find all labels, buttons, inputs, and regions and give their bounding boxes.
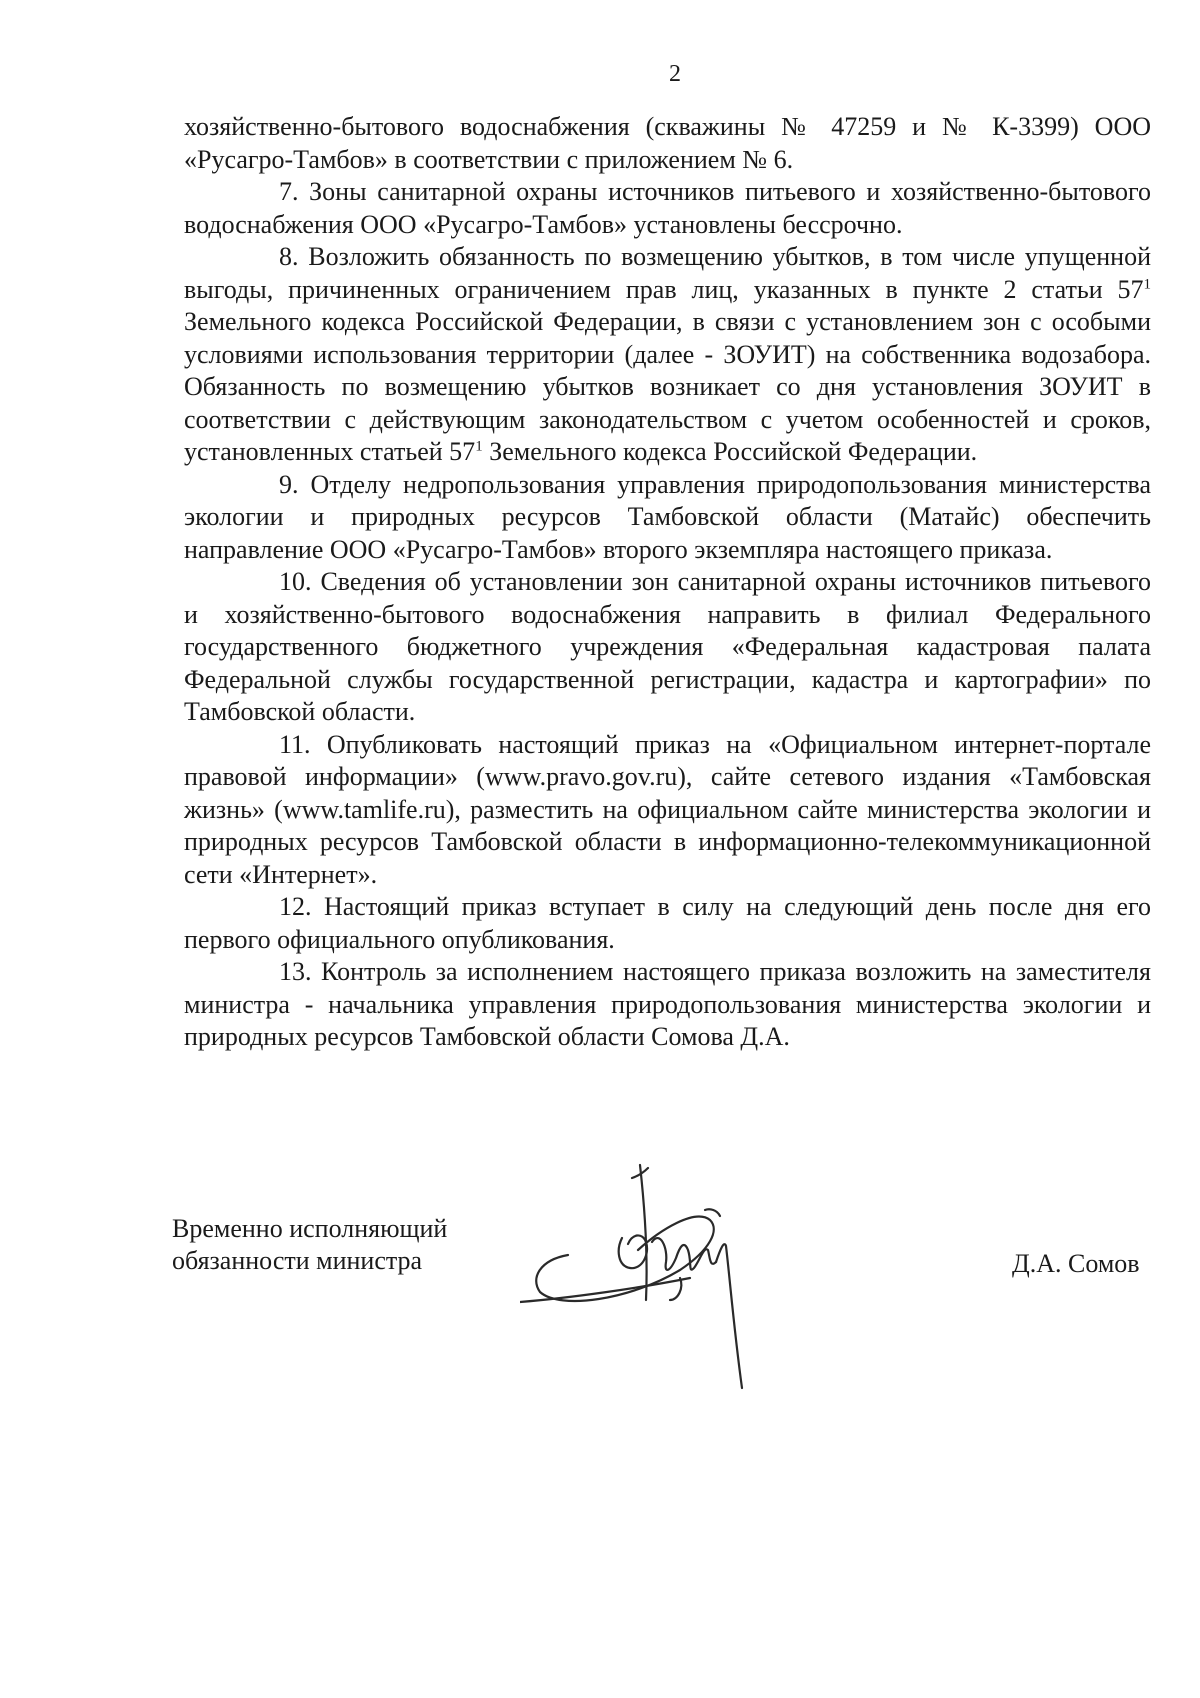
paragraph-text: 13. Контроль за исполнением настоящего приказа возложить на заместителя министра - начальника управления природопользования министерства экологии и природных ресурсов Тамбовской области Сомова Д.А. (184, 957, 1151, 1051)
paragraph-text: Земельного кодекса Российской Федерации, в связи с установлением зон с особыми условиями использования территории (далее - ЗОУИТ) на собственника водозабора. Обязанность по возмещению убытков возникает со дня установления ЗОУИТ в соответствии с действующим законодательством с учетом особенностей и сроков, установленных статьей 57 (184, 307, 1151, 466)
superscript: 1 (475, 438, 483, 455)
paragraph-text: 7. Зоны санитарной охраны источников питьевого и хозяйственно-бытового водоснабжения ООО «Русагро-Тамбов» установлены бессрочно. (184, 177, 1151, 239)
paragraph-text: хозяйственно-бытового водоснабжения (скважины № 47259 и № К-3399) ООО «Русагро-Тамбов» в соответствии с приложением № 6. (184, 112, 1151, 174)
paragraph-text: 10. Сведения об установлении зон санитарной охраны источников питьевого и хозяйственно-бытового водоснабжения направить в филиал Федерального государственного бюджетного учреждения «Федеральная кадастровая палата Федеральной службы государственной регистрации, кадастра и картографии» по Тамбовской области. (184, 567, 1151, 726)
paragraph-text: 11. Опубликовать настоящий приказ на «Официальном интернет-портале правовой информации» (www.pravo.gov.ru), сайте сетевого издания «Тамбовская жизнь» (www.tamlife.ru), разместить на официальном сайте министерства экологии и природных ресурсов Тамбовской области в информационно-телекоммуникационной сети «Интернет». (184, 729, 1151, 889)
paragraph-text: 12. Настоящий приказ вступает в силу на следующий день после дня его первого официального опубликования. (184, 892, 1151, 954)
paragraph-text: 9. Отделу недропользования управления природопользования министерства экологии и природных ресурсов Тамбовской области (Матайс) обеспечить направление ООО «Русагро-Тамбов» второго экземпляра настоящего приказа. (184, 469, 1151, 564)
paragraph-text: 8. Возложить обязанность по возмещению убытков, в том числе упущенной выгоды, причиненных ограничением прав лиц, указанных в пункте 2 статьи 57 (184, 242, 1151, 304)
signatory-position-line-1: Временно исполняющий (172, 1214, 448, 1243)
signatory-position-line-2: обязанности министра (172, 1246, 423, 1275)
signatory-name: Д.А. Сомов (1012, 1249, 1140, 1278)
handwritten-signature (520, 1150, 830, 1410)
page-number: 2 (669, 61, 681, 87)
paragraph-text: Земельного кодекса Российской Федерации. (482, 437, 978, 466)
signatory-position (172, 1213, 447, 1277)
superscript: 1 (1143, 275, 1151, 292)
